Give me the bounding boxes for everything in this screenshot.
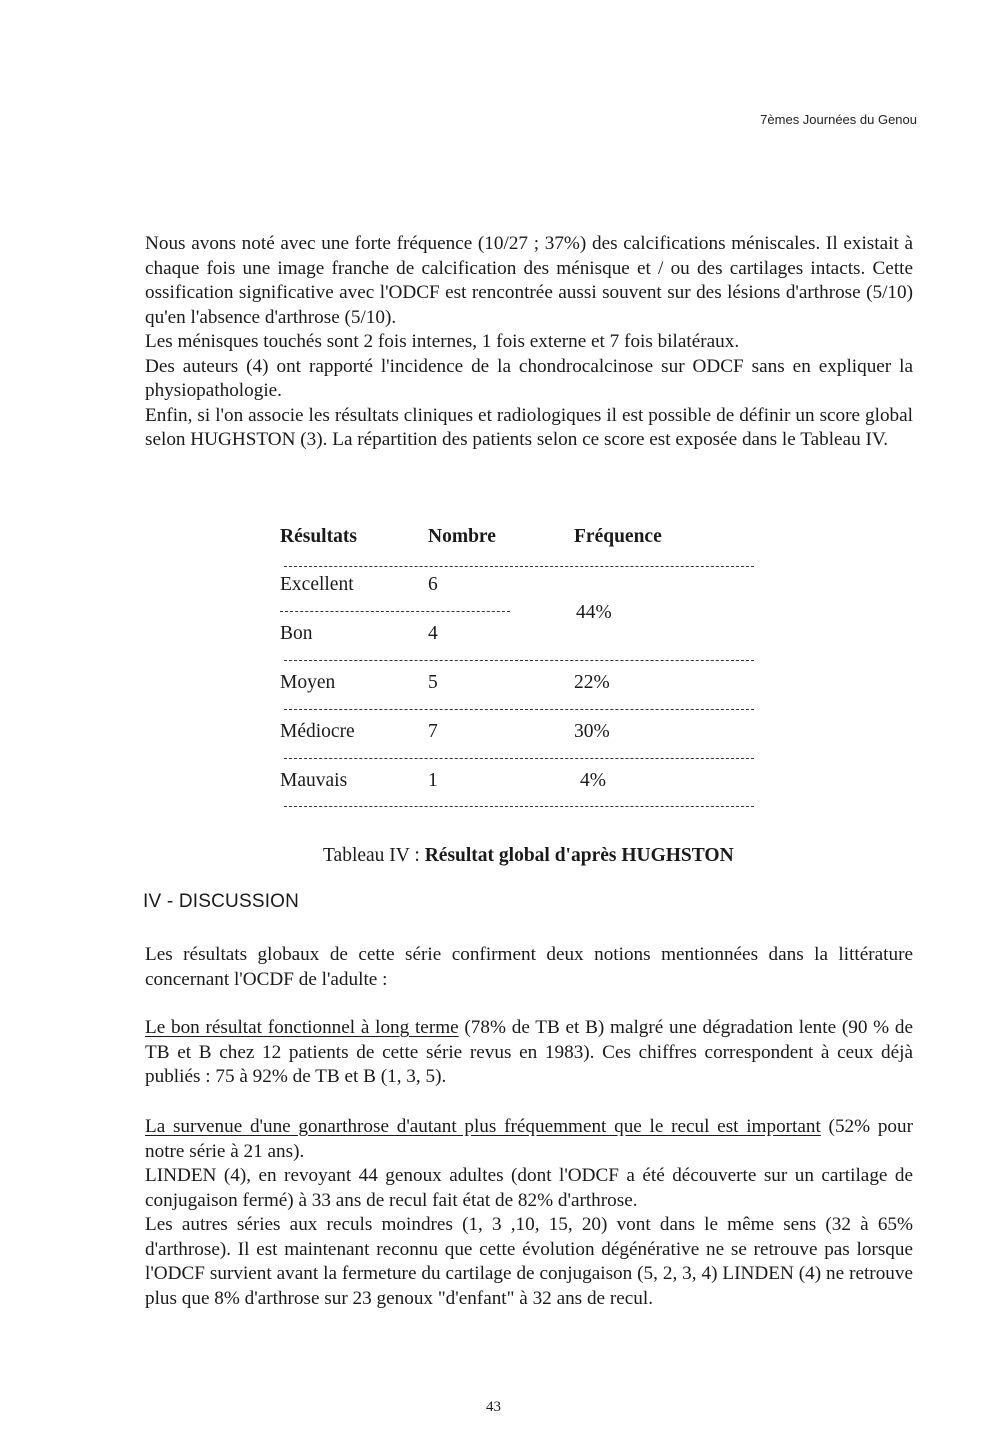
paragraph-score-global: Enfin, si l'on associe les résultats cliniques et radiologiques il est possible de définir un score global selon HUGHSTON (3). La répartition des patients selon ce score est exposée dans le Tableau IV. [145, 404, 913, 450]
section-heading-discussion: IV - DISCUSSION [143, 891, 300, 912]
paragraph-linden: LINDEN (4), en revoyant 44 genoux adultes (dont l'ODCF a été découverte sur un cartilage de conjugaison fermé) à 33 ans de recul fait état de 82% d'arthrose. [145, 1165, 913, 1211]
table-header-resultats: Résultats [280, 526, 357, 547]
underlined-phrase-bon-resultat: Le bon résultat fonctionnel à long terme [145, 1017, 459, 1038]
table-cell-count: 5 [428, 672, 438, 693]
table-cell-result: Moyen [280, 672, 336, 693]
table-divider [284, 709, 754, 710]
running-header: 7èmes Journées du Genou [760, 112, 917, 127]
table-cell-count: 4 [428, 623, 438, 644]
table-divider [284, 806, 754, 807]
paragraph-notions: Les résultats globaux de cette série confirment deux notions mentionnées dans la littérature concernant l'OCDF de l'adulte : [145, 944, 913, 990]
table-header-row [278, 526, 754, 550]
intro-section [145, 232, 913, 453]
table-cell-result: Bon [280, 623, 313, 644]
table-row [278, 623, 754, 647]
underlined-phrase-gonarthrose: La survenue d'une gonarthrose d'autant plus fréquemment que le recul est important [145, 1116, 821, 1137]
table-caption-prefix: Tableau IV : [323, 845, 425, 866]
table-cell-count: 7 [428, 721, 438, 742]
paragraph-menisques: Les ménisques touchés sont 2 fois internes, 1 fois externe et 7 fois bilatéraux. [145, 331, 740, 352]
table-cell-count: 1 [428, 770, 438, 791]
discussion-point-1 [145, 1016, 913, 1090]
table-header-frequence: Fréquence [574, 526, 662, 547]
results-table [278, 526, 754, 791]
discussion-point-2 [145, 1115, 913, 1311]
paragraph-gonarthrose-rest: (52% pour notre série à 21 ans). [145, 1116, 914, 1162]
paragraph-bon-resultat-rest: (78% de TB et B) malgré une dégradation lente (90 % de TB et B chez 12 patients de cette série revus en 1983). Ces chiffres correspondent à ceux déjà publiés : 75 à 92% de TB et B (1, 3, 5). [145, 1017, 913, 1087]
paragraph-gonarthrose [145, 1115, 913, 1164]
table-row [278, 721, 754, 745]
table-row [278, 574, 754, 598]
paragraph-calcifications: Nous avons noté avec une forte fréquence (10/27 ; 37%) des calcifications méniscales. Il existait à chaque fois une image franche de calcification des ménisque et / ou des cartilages intacts. Cette ossification significative avec l'ODCF est rencontrée aussi souvent sur des lésions d'arthrose (5/10) qu'en l'absence d'arthrose (5/10). [145, 233, 913, 328]
table-divider-partial [280, 611, 510, 612]
paragraph-autres-series: Les autres séries aux reculs moindres (1, 3 ,10, 15, 20) vont dans le même sens (32 à 65% d'arthrose). Il est maintenant reconnu que cette évolution dégénérative ne se retrouve pas lorsque l'ODCF survient avant la fermeture du cartilage de conjugaison (5, 2, 3, 4) LINDEN (4) ne retrouve plus que 8% d'arthrose sur 23 genoux "d'enfant" à 32 ans de recul. [145, 1214, 913, 1309]
table-header-nombre: Nombre [428, 526, 496, 547]
table-cell-frequency: 30% [574, 721, 610, 742]
table-cell-result: Excellent [280, 574, 354, 595]
table-cell-frequency: 4% [580, 770, 606, 791]
table-cell-merged-frequency: 44% [576, 602, 612, 623]
paragraph-bon-resultat [145, 1016, 913, 1090]
table-caption [323, 845, 734, 867]
table-cell-count: 6 [428, 574, 438, 595]
discussion-intro [145, 943, 913, 992]
table-row [278, 672, 754, 696]
table-caption-title: Résultat global d'après HUGHSTON [424, 845, 734, 866]
table-cell-frequency: 22% [574, 672, 610, 693]
table-divider [284, 758, 754, 759]
table-divider [284, 566, 754, 567]
page-number: 43 [486, 1399, 501, 1415]
table-cell-result: Médiocre [280, 721, 355, 742]
table-cell-result: Mauvais [280, 770, 348, 791]
table-divider [284, 660, 754, 661]
table-row [278, 770, 754, 794]
paragraph-auteurs: Des auteurs (4) ont rapporté l'incidence de la chondrocalcinose sur ODCF sans en expliquer la physiopathologie. [145, 355, 913, 401]
